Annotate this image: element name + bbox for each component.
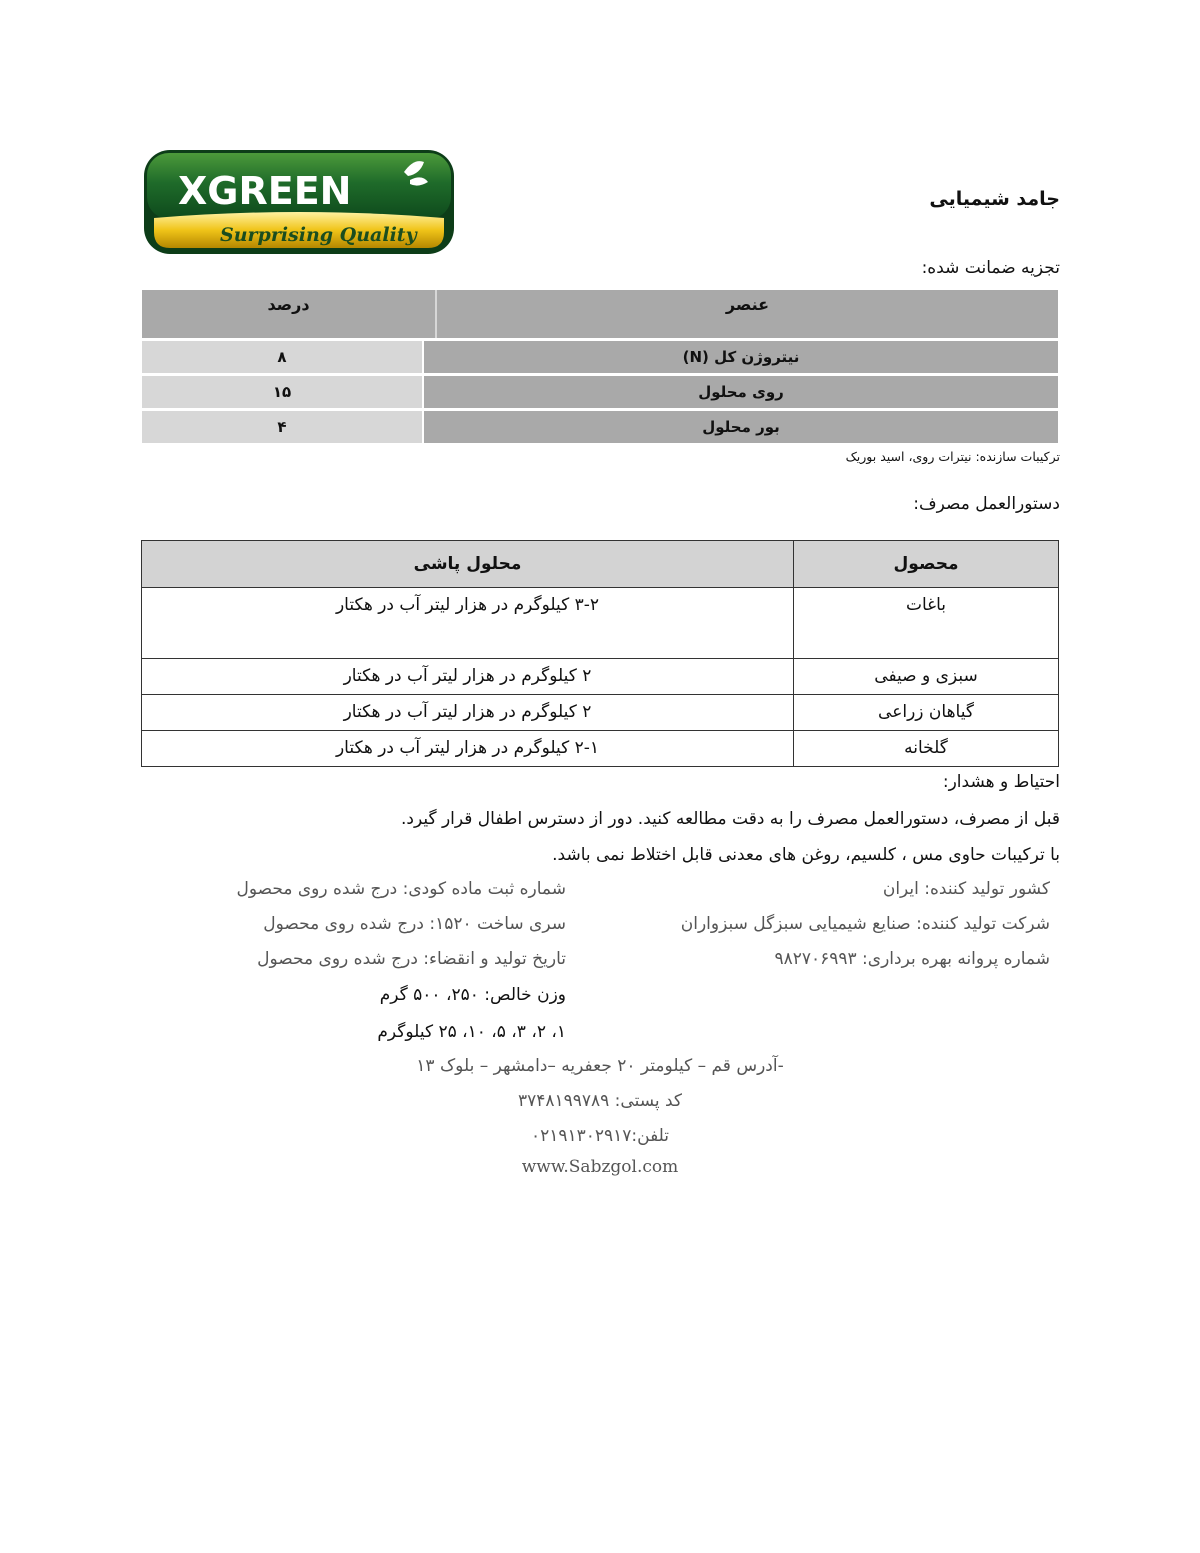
- address-text: -آدرس قم – کیلومتر ۲۰ جعفریه –دامشهر – بلوک ۱۳: [416, 1056, 784, 1076]
- table-row: [142, 695, 1059, 731]
- cell-element: روی محلول: [424, 376, 1058, 408]
- usage-heading: دستورالعمل مصرف:: [913, 494, 1060, 514]
- composition-text: ترکیبات سازنده: نیترات روی، اسید بوریک: [845, 449, 1060, 464]
- cell-element: نیتروژن کل (N): [424, 341, 1058, 373]
- warnings-heading: احتیاط و هشدار:: [942, 772, 1060, 792]
- cell-element: بور محلول: [424, 411, 1058, 443]
- warning-line: با ترکیبات حاوی مس ، کلسیم، روغن های معدنی قابل اختلاط نمی باشد.: [552, 845, 1060, 865]
- xgreen-logo: [142, 148, 456, 256]
- cell-percent: ۱۵: [142, 376, 422, 408]
- batch-text: سری ساخت ۱۵۲۰: درج شده روی محصول: [263, 914, 566, 934]
- table-row: [142, 731, 1059, 767]
- logo-tagline: Surprising Quality: [220, 224, 417, 246]
- postal-code-text: کد پستی: ۳۷۴۸۱۹۹۷۸۹: [517, 1091, 683, 1111]
- header-element: عنصر: [725, 295, 770, 314]
- table-row: [142, 376, 1058, 408]
- logo-text: XGREEN: [178, 169, 352, 213]
- website-link[interactable]: www.Sabzgol.com: [521, 1157, 679, 1177]
- phone-text: تلفن:۰۲۱۹۱۳۰۲۹۱۷: [530, 1126, 670, 1146]
- cell-crop: گیاهان زراعی: [794, 695, 1059, 731]
- table-row: [142, 411, 1058, 443]
- cell-spray: ۲ کیلوگرم در هزار لیتر آب در هکتار: [142, 695, 794, 731]
- warning-line: قبل از مصرف، دستورالعمل مصرف را به دقت مطالعه کنید. دور از دسترس اطفال قرار گیرد.: [400, 809, 1060, 829]
- table-row: [142, 588, 1059, 659]
- header-percent: درصد: [267, 295, 310, 314]
- cell-crop: باغات: [794, 588, 1059, 659]
- header-spray: محلول پاشی: [142, 541, 794, 588]
- cell-spray: ۲-۱ کیلوگرم در هزار لیتر آب در هکتار: [142, 731, 794, 767]
- cell-crop: سبزی و صیفی: [794, 659, 1059, 695]
- analysis-table-header: [142, 290, 1058, 338]
- cell-percent: ۴: [142, 411, 422, 443]
- cell-crop: گلخانه: [794, 731, 1059, 767]
- cell-spray: ۳-۲ کیلوگرم در هزار لیتر آب در هکتار: [142, 588, 794, 659]
- net-weight-text: وزن خالص: ۲۵۰، ۵۰۰ گرم: [379, 985, 566, 1005]
- registration-text: شماره ثبت ماده کودی: درج شده روی محصول: [236, 879, 566, 899]
- dates-text: تاریخ تولید و انقضاء: درج شده روی محصول: [257, 949, 566, 969]
- table-row: [142, 659, 1059, 695]
- document-title: جامد شیمیایی: [929, 188, 1060, 210]
- license-text: شماره پروانه بهره برداری: ۹۸۲۷۰۶۹۹۳: [774, 949, 1050, 969]
- weights-kg-text: ۱، ۲، ۳، ۵، ۱۰، ۲۵ کیلوگرم: [377, 1022, 566, 1042]
- company-text: شرکت تولید کننده: صنایع شیمیایی سبزگل سبزواران: [680, 914, 1050, 934]
- cell-percent: ۸: [142, 341, 422, 373]
- usage-table-header: [142, 541, 1059, 588]
- cell-spray: ۲ کیلوگرم در هزار لیتر آب در هکتار: [142, 659, 794, 695]
- header-crop: محصول: [794, 541, 1059, 588]
- analysis-heading: تجزیه ضمانت شده:: [921, 258, 1060, 278]
- analysis-table: [142, 290, 1058, 443]
- table-row: [142, 341, 1058, 373]
- country-text: کشور تولید کننده: ایران: [882, 879, 1050, 899]
- usage-table: [141, 540, 1059, 767]
